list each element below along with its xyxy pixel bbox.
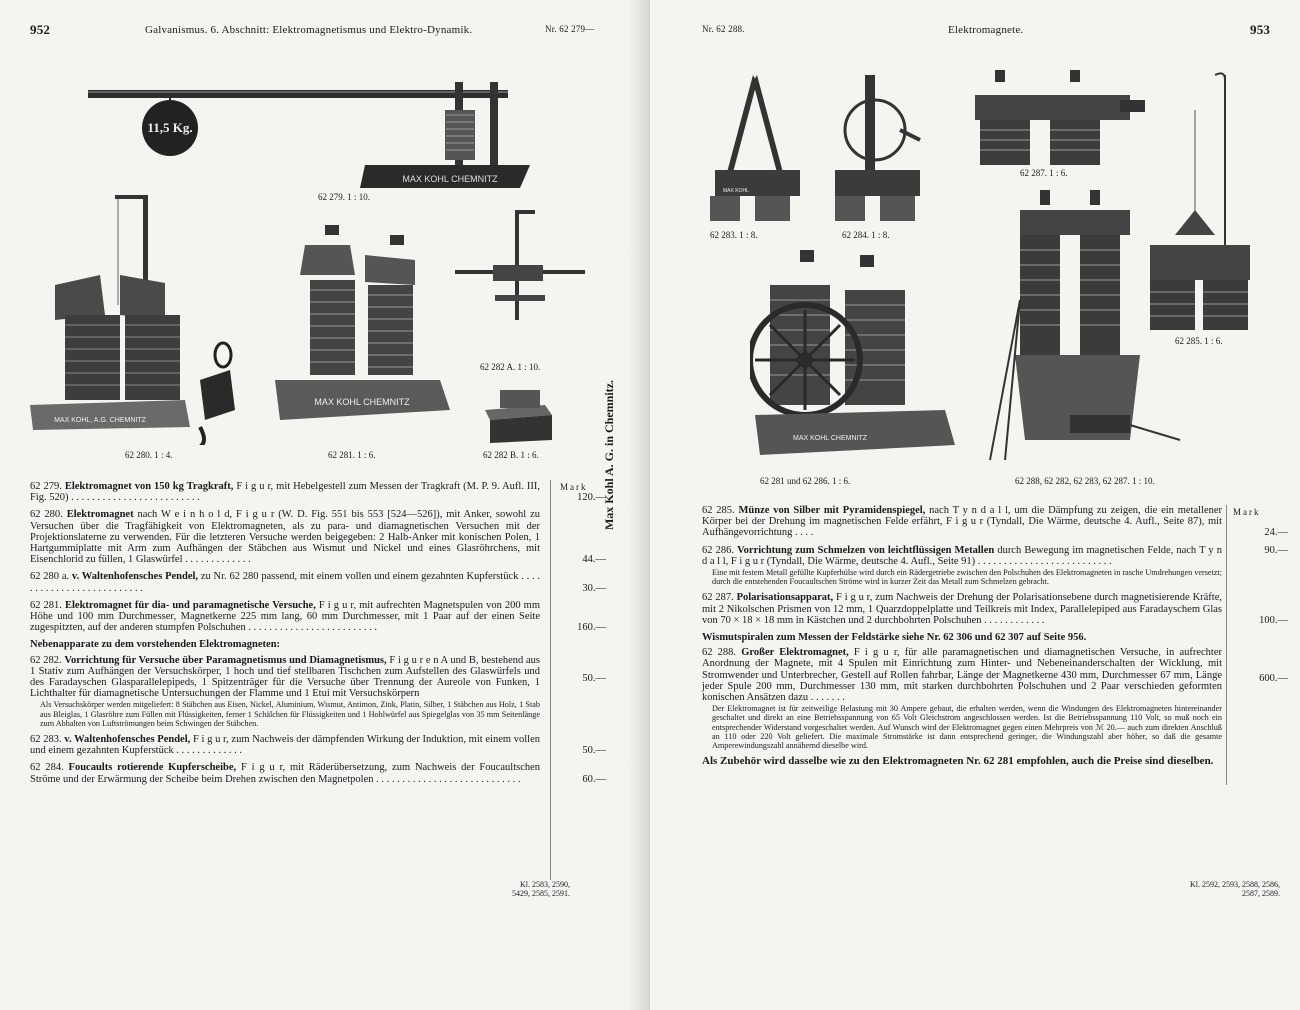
caption-62288: 62 288, 62 282, 62 283, 62 287. 1 : 10.: [1015, 476, 1155, 486]
price: 24.—: [1264, 527, 1288, 539]
plate-label: MAX KOHL CHEMNITZ: [792, 435, 868, 442]
caption-62280: 62 280. 1 : 4.: [125, 450, 173, 460]
nr-range: Nr. 62 279—: [545, 24, 595, 34]
caption-62283: 62 283. 1 : 8.: [710, 230, 758, 240]
mark-column-label: Mark: [560, 482, 588, 492]
entry-62287: 62 287. Polarisationsapparat, F i g u r, zum Nachweis der Drehung der Polarisationsebene durch magnetisierende Kräfte, mit 2 Nikolschen Prismen von 12 mm, 1 Quarzdoppelplatte und Teilkreis mit Index, Parallelepiped aus Faradayschem Glas von 70 × 18 × 18 mm in Kästchen und 2 durchbohrten Polschuhen . . . . . . . . . . . . 100.—: [702, 592, 1288, 626]
price: 44.—: [582, 554, 606, 566]
plate-label: MAX KOHL CHEMNITZ: [314, 397, 410, 407]
price: 50.—: [582, 672, 606, 684]
wismut-line: Wismutspiralen zum Messen der Feldstärke siehe Nr. 62 306 und 62 307 auf Seite 956.: [702, 632, 1087, 644]
caption-62279: 62 279. 1 : 10.: [318, 192, 371, 202]
entry-62282: 62 282. Vorrichtung für Versuche über Paramagnetismus und Diamagnetismus, F i g u r e n A und B, bestehend aus 1 Stativ zum Aufhängen der Versuchskörper, 1 hoch und tief stellbaren Tischchen zum Aufstellen des Glaswürfels und des Faradayschen Glasparallelepipeds, 1 Spitzenträger für die Versuche über Trennung der Aureole von Funken, 1 Lichthalter für diamagnetische Untersuchungen der Flamme und 1 Etui mit Versuchskörpern Als Versuchskörper werden mitgeliefert: 8 Stäbchen aus Eisen, Nickel, Aluminium, Wismut, Antimon, Zink, Platin, Silber, 1 Stäbchen aus Holz, 1 Stab aus Bleiglas, 1 Glasröhre zum Füllen mit Flüssigkeiten, ferner 1 Schälchen für Flüssigkeiten und 1 Hohlwürfel aus Spiegelglas von 35 mm Seitenlänge zum Abhalten von Luftströmungen beim Schwingen der Stäbchen. 50.—: [30, 654, 606, 728]
right-text-block: [702, 505, 1292, 767]
plate-label: MAX KOHL CHEMNITZ: [402, 174, 498, 184]
price: 600.—: [1259, 673, 1288, 685]
price: 50.—: [582, 745, 606, 757]
page-number: 953: [1250, 22, 1271, 37]
figure-62284-illustration: [825, 70, 945, 225]
plate-label: MAX KOHL: [723, 188, 749, 194]
entry-62283: 62 283. v. Waltenhofensches Pendel, F i g u r, zum Nachweis der dämpfenden Wirkung der Induktion, mit einem vollen und einem gezahnten Kupferstück . . . . . . . . . . . . . 50.—: [30, 734, 606, 757]
entry-62285: 62 285. Münze von Silber mit Pyramidenspiegel, nach T y n d a l l, um die Dämpfung zu zeigen, die ein metallener Körper bei der Drehung im magnetischen Felde erfährt, F i g u r (Tyndall, Die Wärme, deutsche 4. Aufl., Seite 87), mit Aufhängevorrichtung . . . . 24.—: [702, 505, 1288, 539]
figure-62281-62286-illustration: [750, 240, 960, 470]
price: 90.—: [1264, 545, 1288, 557]
entry-62280a: 62 280 a. v. Waltenhofensches Pendel, zu Nr. 62 280 passend, mit einem vollen und einem gezahnten Kupferstück . . . . . . . . . . . . . . . . . . . . . . . . . . 30.—: [30, 571, 606, 594]
figure-62282a-illustration: [455, 205, 595, 355]
price: 30.—: [582, 582, 606, 594]
weight-label: 11,5 Kg.: [147, 120, 193, 135]
figure-62283-illustration: [705, 70, 805, 225]
figure-62282b-illustration: [480, 385, 560, 445]
entry-62284: 62 284. Foucaults rotierende Kupferscheibe, F i g u r, mit Räderübersetzung, zum Nachweis der Foucaultschen Ströme und der Erwärmung der Scheibe beim Drehen zwischen den Magnetpolen . . . . . . . . . . . . . . . . . . . . . . . . . . . . 60.—: [30, 762, 606, 785]
mark-column-label: Mark: [1233, 507, 1261, 517]
left-page: [0, 0, 640, 1010]
figure-62281-illustration: [270, 220, 455, 440]
entry-62286: 62 286. Vorrichtung zum Schmelzen von leichtflüssigen Metallen durch Bewegung im magnetischen Felde, nach T y n d a l l, F i g u r (Tyndall, Die Wärme, deutsche 4. Aufl., Seite 91) . . . . . . . . . . . . . . . . . . . . . . . . . . Eine mit festem Metall gefüllte Kupferhülse wird durch ein Rädergetriebe zwischen den Polschuhen des Elektromagneten in rasche Umdrehungen versetzt; durch die entstehenden Foucaultschen Ströme wird in kurzer Zeit das Metall zum Schmelzen gebracht. 90.—: [702, 544, 1288, 587]
price: 160.—: [577, 622, 606, 634]
running-head: Galvanismus. 6. Abschnitt: Elektromagnetismus und Elektro-Dynamik.: [145, 24, 473, 36]
price: 60.—: [582, 773, 606, 785]
entry-62281: 62 281. Elektromagnet für dia- und paramagnetische Versuche, F i g u r, mit aufrechten Magnetspulen von 200 mm Höhe und 100 mm Durchmesser, Magnetkerne 225 mm lang, 60 mm Durchmesser, mit 1 Paar auf der einen Seite zugespitzten, auf der anderen stumpfen Polschuhen . . . . . . . . . . . . . . . . . . . . . . . . . 160.—: [30, 599, 606, 634]
footnote: Kl. 2583, 2590, 5429, 2585, 2591.: [512, 880, 570, 898]
page-number: 952: [30, 22, 51, 37]
caption-62282a: 62 282 A. 1 : 10.: [480, 362, 541, 372]
caption-62285: 62 285. 1 : 6.: [1175, 336, 1223, 346]
right-page: [650, 0, 1300, 1010]
entry-62288: 62 288. Großer Elektromagnet, F i g u r, für alle paramagnetischen und diamagnetischen Versuche, in aufrechter Anordnung der Magnete, mit 4 Spulen mit Einrichtung zum Hinter- und Nebeneinanderschalten der Wicklung, mit Stromwender und Unterbrecher, Gestell auf Rollen fahrbar, Länge der Magnetkerne 430 mm, Durchmesser 67 mm, Länge jeder Spule 200 mm, Durchmesser 130 mm, mit starken durchbohrten Polschuhen und 2 Paar verschieden geformten konischen Ansätzen dazu . . . . . . . Der Elektromagnet ist für zeitweilige Belastung mit 30 Ampere gebaut, die erhalten werden, wenn die Windungen des Elektromagneten hintereinander geschaltet und direkt an eine Betriebsspannung von 65 Volt Gleichstrom angeschlossen werden. Ist die Betriebsspannung 110 Volt, so muß noch ein entsprechender Widerstand vorgeschaltet werden. Auf Wunsch wird der Elektromagnet gegen einen Mehrpreis von ℳ 20.— auch zum direkten Anschluß an 110 oder 220 Volt geliefert. Die maximale Stromstärke ist dann entsprechend geringer, die Windungszahl aber höher, so daß die gesamte Amperewindungszahl annähernd dieselbe wird. 600.—: [702, 647, 1288, 751]
plate-label: MAX KOHL, A.G. CHEMNITZ: [54, 417, 146, 424]
figure-62288-illustration: [980, 180, 1200, 470]
footnote: Kl. 2592, 2593, 2588, 2586, 2587, 2589.: [1190, 880, 1280, 898]
entry-62279: 62 279. Elektromagnet von 150 kg Tragkraft, F i g u r, mit Hebelgestell zum Messen der Tragkraft (M. P. 9. Aufl. III, Fig. 520) . . . . . . . . . . . . . . . . . . . . . . . . . 120.—: [30, 481, 606, 504]
caption-62282b: 62 282 B. 1 : 6.: [483, 450, 539, 460]
price: 100.—: [1259, 614, 1288, 626]
price: 120.—: [577, 492, 606, 504]
figure-62287-illustration: [960, 70, 1150, 170]
caption-62284: 62 284. 1 : 8.: [842, 230, 890, 240]
caption-62287: 62 287. 1 : 6.: [1020, 168, 1068, 178]
entry-62280: 62 280. Elektromagnet nach W e i n h o l d, F i g u r (W. D. Fig. 551 bis 553 [524—526]), mit Anker, sowohl zu Versuchen über die Tragfähigkeit von Elektromagneten, als zu para- und diamagnetischen Versuchen mit der Projektionslaterne zu verwenden. Für die letzteren Versuche werden beigegeben: 2 Halb-Anker mit konischen Polen, 1 Hartgummiplatte mit Arm zum Aufhängen der Stäbchen aus Wismut und Nickel und eines Glasröhrchens, mit Eisenchlorid zu füllen, 1 Glaswürfel . . . . . . . . . . . . . 44.—: [30, 509, 606, 566]
caption-62281: 62 281. 1 : 6.: [328, 450, 376, 460]
closing-note: Als Zubehör wird dasselbe wie zu den Elektromagneten Nr. 62 281 empfohlen, auch die Preise sind dieselben.: [702, 755, 1214, 768]
gutter-imprint-left: Max Kohl A. G. in Chemnitz.: [602, 380, 616, 531]
caption-62281-62286: 62 281 und 62 286. 1 : 6.: [760, 476, 851, 486]
left-text-block: [30, 481, 610, 791]
figure-62280-illustration: [25, 165, 255, 445]
running-head: Elektromagnete.: [948, 24, 1024, 36]
subheading: Nebenapparate zu dem vorstehenden Elektromagneten:: [30, 639, 281, 651]
nr-range: Nr. 62 288.: [702, 24, 745, 34]
